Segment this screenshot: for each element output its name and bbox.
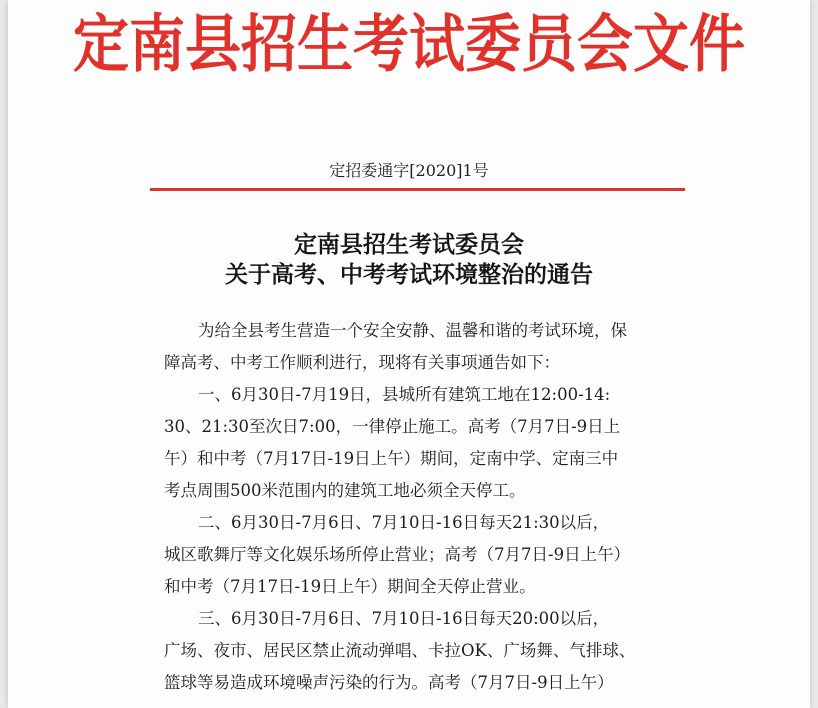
org-header-title: 定南县招生考试委员会文件 [73,8,745,82]
body-line: 考点周围500米范围内的建筑工地必须全天停工。 [164,481,526,500]
body-line: 城区歌舞厅等文化娱乐场所停止营业；高考（7月7日-9日上午） [164,545,631,564]
notice-title-line-2: 关于高考、中考考试环境整治的通告 [225,261,593,288]
document-number: 定招委通字[2020]1号 [329,161,489,180]
body-line: 午）和中考（7月17日-19日上午）期间，定南中学、定南三中 [164,449,619,468]
body-line: 三、6月30日-7月6日、7月10日-16日每天20:00以后， [198,609,610,628]
red-divider-line [150,188,685,191]
body-line: 为给全县考生营造一个安全安静、温馨和谐的考试环境，保 [198,321,627,340]
body-line: 广场、夜市、居民区禁止流动弹唱、卡拉OK、广场舞、气排球、 [164,641,636,660]
body-line: 和中考（7月17日-19日上午）期间全天停止营业。 [164,577,536,596]
body-line: 篮球等易造成环境噪声污染的行为。高考（7月7日-9日上午） [164,673,614,692]
body-line: 一、6月30日-7月19日，县城所有建筑工地在12:00-14: [198,385,611,404]
document-page [8,0,810,708]
body-line: 30、21:30至次日7:00，一律停止施工。高考（7月7日-9日上 [164,417,621,436]
body-line: 障高考、中考工作顺利进行，现将有关事项通告如下： [164,353,560,372]
notice-title-line-1: 定南县招生考试委员会 [294,231,524,258]
body-line: 二、6月30日-7月6日、7月10日-16日每天21:30以后， [198,513,610,532]
